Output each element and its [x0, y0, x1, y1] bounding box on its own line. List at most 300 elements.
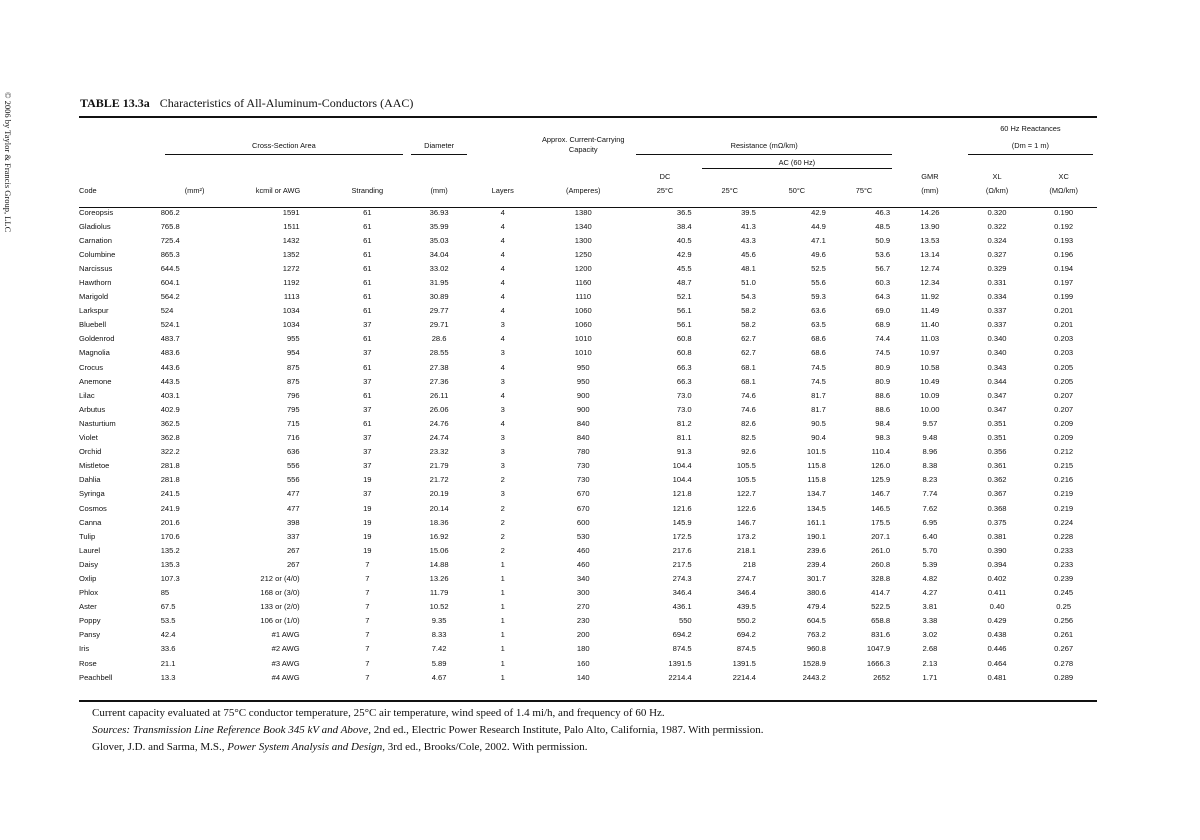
table-row	[79, 233, 1097, 247]
cell-dc-25c: 60.8	[676, 334, 692, 344]
cell-current: 900	[576, 390, 590, 400]
cell-current: 1160	[575, 278, 592, 288]
cell-layers: 3	[500, 447, 505, 457]
cell-kcmil-awg: 1432	[282, 235, 300, 245]
cell-diameter: 24.76	[429, 418, 449, 428]
cell-diameter: 35.03	[429, 235, 449, 245]
cell-area-mm2: 765.8	[160, 221, 180, 231]
cell-stranding: 7	[365, 559, 370, 569]
table-row	[79, 557, 1097, 571]
reactances-header-line2: (Dm = 1 m)	[964, 135, 1097, 155]
cell-ac-75c: 60.3	[875, 278, 891, 288]
cell-ac-50c: 380.6	[806, 588, 826, 598]
cell-gmr: 7.74	[922, 489, 938, 499]
cell-gmr: 8.23	[922, 475, 938, 485]
cell-layers: 1	[500, 588, 505, 598]
cell-kcmil-awg: #3 AWG	[271, 658, 300, 668]
cell-gmr: 11.49	[920, 306, 940, 316]
cell-xl: 0.351	[987, 433, 1007, 443]
cell-diameter: 29.71	[429, 320, 449, 330]
cell-area-mm2: 483.6	[160, 348, 180, 358]
cell-xc: 0.209	[1054, 418, 1074, 428]
cell-xc: 0.215	[1054, 461, 1074, 471]
cell-area-mm2: 362.8	[160, 433, 180, 443]
current-header: Approx. Current-Carrying Capacity	[541, 135, 625, 154]
cell-area-mm2: 67.5	[160, 602, 176, 612]
cell-diameter: 10.52	[429, 602, 449, 612]
cell-code: Laurel	[79, 545, 101, 555]
table-header	[79, 121, 1097, 205]
table-notes	[92, 705, 763, 756]
cell-layers: 3	[500, 320, 505, 330]
cell-stranding: 19	[363, 475, 372, 485]
cell-dc-25c: 48.7	[676, 278, 692, 288]
cell-current: 730	[576, 475, 590, 485]
cell-code: Dahlia	[79, 475, 101, 485]
cell-ac-75c: 146.5	[871, 503, 891, 513]
cell-diameter: 28.55	[429, 348, 449, 358]
cell-xl: 0.347	[987, 404, 1007, 414]
cell-current: 730	[576, 461, 590, 471]
cell-diameter: 11.79	[429, 588, 449, 598]
cell-ac-75c: 1047.9	[866, 644, 891, 654]
cell-gmr: 14.26	[920, 207, 940, 217]
cell-current: 670	[576, 489, 590, 499]
table-row	[79, 431, 1097, 445]
cell-ac-75c: 110.4	[871, 447, 891, 457]
cell-xc: 0.193	[1054, 235, 1074, 245]
cell-gmr: 13.14	[920, 249, 940, 259]
cell-ac-50c: 63.5	[811, 320, 826, 330]
cell-layers: 4	[500, 292, 505, 302]
cell-xc: 0.212	[1054, 447, 1074, 457]
cell-layers: 4	[500, 306, 505, 316]
cell-stranding: 37	[363, 376, 372, 386]
cell-area-mm2: 281.8	[160, 461, 180, 471]
cell-layers: 3	[500, 489, 505, 499]
cell-code: Carnation	[79, 235, 112, 245]
xl-unit-header: (Ω/km)	[985, 185, 1009, 195]
cell-diameter: 36.93	[429, 207, 449, 217]
cell-xl: 0.362	[987, 475, 1007, 485]
cell-gmr: 11.40	[920, 320, 940, 330]
cell-ac-25c: 92.6	[741, 447, 756, 457]
cell-stranding: 7	[365, 644, 370, 654]
cell-ac-50c: 90.5	[811, 418, 826, 428]
cell-ac-75c: 80.9	[875, 362, 891, 372]
cell-xc: 0.192	[1054, 221, 1074, 231]
cell-code: Syringa	[79, 489, 105, 499]
cell-gmr: 8.96	[922, 447, 938, 457]
cell-diameter: 27.36	[429, 376, 449, 386]
cell-xl: 0.402	[987, 573, 1007, 583]
cell-stranding: 19	[363, 531, 372, 541]
cell-ac-50c: 161.1	[806, 517, 826, 527]
cell-xl: 0.329	[987, 263, 1007, 273]
cell-dc-25c: 217.5	[672, 559, 692, 569]
top-rule	[79, 116, 1097, 118]
cell-diameter: 24.74	[429, 433, 449, 443]
cell-gmr: 4.82	[922, 573, 938, 583]
cell-diameter: 23.32	[429, 447, 449, 457]
cell-xc: 0.203	[1054, 348, 1074, 358]
table-body	[79, 205, 1097, 684]
gmr-unit-header: (mm)	[921, 185, 939, 195]
cell-dc-25c: 52.1	[676, 292, 692, 302]
cell-layers: 4	[500, 334, 505, 344]
table-row	[79, 388, 1097, 402]
cell-xc: 0.267	[1054, 644, 1074, 654]
cell-kcmil-awg: 954	[286, 348, 300, 358]
table-row	[79, 346, 1097, 360]
cell-layers: 2	[500, 475, 505, 485]
cell-current: 950	[576, 376, 590, 386]
cell-current: 1380	[574, 207, 592, 217]
cell-diameter: 20.14	[429, 503, 449, 513]
cell-stranding: 61	[363, 263, 372, 273]
cell-area-mm2: 107.3	[160, 573, 180, 583]
cell-stranding: 37	[363, 461, 372, 471]
cell-xl: 0.40	[989, 602, 1005, 612]
cell-layers: 1	[500, 658, 505, 668]
cell-diameter: 30.89	[429, 292, 449, 302]
cell-ac-25c: 550.2	[736, 616, 756, 626]
cell-dc-25c: 56.1	[676, 320, 692, 330]
cell-ac-75c: 88.6	[875, 404, 891, 414]
ac-header: AC (60 Hz)	[698, 155, 896, 169]
cell-dc-25c: 73.0	[676, 390, 692, 400]
cell-xl: 0.438	[987, 630, 1007, 640]
cell-area-mm2: 53.5	[160, 616, 176, 626]
cell-ac-25c: 68.1	[741, 362, 756, 372]
cell-gmr: 1.71	[922, 672, 938, 682]
cell-current: 180	[576, 644, 590, 654]
cell-gmr: 11.03	[920, 334, 940, 344]
cell-xl: 0.390	[987, 545, 1007, 555]
cell-ac-25c: 146.7	[736, 517, 756, 527]
cell-gmr: 12.74	[920, 263, 940, 273]
cell-area-mm2: 483.7	[160, 334, 180, 344]
cell-layers: 4	[500, 207, 505, 217]
cell-code: Goldenrod	[79, 334, 115, 344]
cell-ac-75c: 831.6	[871, 630, 891, 640]
cell-ac-25c: 45.6	[741, 249, 756, 259]
cell-current: 300	[576, 588, 590, 598]
cell-code: Peachbell	[79, 672, 113, 682]
cell-current: 840	[576, 418, 590, 428]
table-row	[79, 586, 1097, 600]
cell-ac-75c: 126.0	[871, 461, 891, 471]
cell-kcmil-awg: 212 or (4/0)	[260, 573, 300, 583]
cell-diameter: 4.67	[431, 672, 447, 682]
cell-xc: 0.207	[1054, 390, 1074, 400]
table-title-text: Characteristics of All-Aluminum-Conductors (AAC)	[159, 96, 414, 110]
cell-ac-25c: 74.6	[741, 390, 756, 400]
cell-xl: 0.322	[987, 221, 1007, 231]
resistance-header: Resistance (mΩ/km)	[632, 135, 896, 155]
cell-diameter: 29.77	[429, 306, 449, 316]
cell-ac-25c: 43.3	[741, 235, 756, 245]
stranding-header: Stranding	[351, 185, 384, 195]
cell-xl: 0.351	[987, 418, 1007, 428]
cell-area-mm2: 13.3	[160, 672, 176, 682]
cell-ac-75c: 2652	[873, 672, 891, 682]
cell-xl: 0.334	[987, 292, 1007, 302]
cell-diameter: 9.35	[431, 616, 447, 626]
cell-code: Oxlip	[79, 573, 97, 583]
cell-stranding: 19	[363, 545, 372, 555]
cell-area-mm2: 241.9	[160, 503, 180, 513]
cell-ac-50c: 301.7	[806, 573, 826, 583]
cell-current: 900	[576, 404, 590, 414]
cell-current: 460	[576, 559, 590, 569]
table-row	[79, 374, 1097, 388]
cell-kcmil-awg: 267	[286, 545, 300, 555]
cell-ac-25c: 346.4	[736, 588, 756, 598]
cell-area-mm2: 524.1	[160, 320, 180, 330]
cell-xc: 0.228	[1054, 531, 1074, 541]
cell-diameter: 21.79	[429, 461, 449, 471]
cell-gmr: 9.57	[922, 418, 938, 428]
cell-ac-50c: 960.8	[806, 644, 826, 654]
xc-header: XC	[1058, 171, 1069, 181]
cell-layers: 2	[500, 503, 505, 513]
cell-code: Phlox	[79, 588, 98, 598]
cell-stranding: 7	[365, 658, 370, 668]
cell-area-mm2: 644.5	[160, 263, 180, 273]
cell-code: Narcissus	[79, 263, 113, 273]
cell-xc: 0.233	[1054, 559, 1074, 569]
cell-ac-50c: 42.9	[811, 207, 826, 217]
cell-gmr: 3.81	[922, 602, 938, 612]
table-row	[79, 247, 1097, 261]
cell-layers: 1	[500, 644, 505, 654]
cell-ac-75c: 53.6	[875, 249, 891, 259]
cell-dc-25c: 60.8	[676, 348, 692, 358]
cell-gmr: 10.49	[920, 376, 940, 386]
cell-current: 1060	[574, 320, 592, 330]
cell-stranding: 7	[365, 573, 370, 583]
cell-kcmil-awg: 1192	[283, 278, 300, 288]
cell-stranding: 7	[365, 602, 370, 612]
cell-code: Marigold	[79, 292, 109, 302]
cell-ac-25c: 82.6	[741, 418, 756, 428]
cell-ac-50c: 115.8	[807, 461, 826, 471]
cell-ac-50c: 74.5	[811, 362, 826, 372]
cell-stranding: 37	[363, 447, 372, 457]
cell-kcmil-awg: 716	[286, 433, 300, 443]
cell-dc-25c: 274.3	[672, 573, 692, 583]
cell-gmr: 4.27	[922, 588, 938, 598]
cell-gmr: 10.97	[920, 348, 940, 358]
cell-ac-75c: 328.8	[871, 573, 891, 583]
cell-dc-25c: 874.5	[672, 644, 692, 654]
ac50-header: 50°C	[788, 185, 806, 195]
cell-kcmil-awg: 477	[286, 503, 300, 513]
cell-ac-25c: 62.7	[741, 334, 756, 344]
table-row	[79, 219, 1097, 233]
cell-area-mm2: 402.9	[160, 404, 180, 414]
cell-ac-75c: 658.8	[871, 616, 891, 626]
cell-ac-75c: 50.9	[875, 235, 891, 245]
table-row	[79, 473, 1097, 487]
cell-stranding: 7	[365, 672, 370, 682]
cell-current: 1250	[574, 249, 592, 259]
cell-xc: 0.203	[1054, 334, 1074, 344]
cell-gmr: 11.92	[920, 292, 940, 302]
cell-gmr: 3.02	[922, 630, 938, 640]
note-current-capacity: Current capacity evaluated at 75°C conductor temperature, 25°C air temperature, wind speed of 1.4 mi/h, and frequency of 60 Hz.	[92, 707, 665, 719]
cell-kcmil-awg: 556	[286, 475, 300, 485]
cell-dc-25c: 550	[678, 616, 692, 626]
table-label: TABLE 13.3a	[80, 96, 150, 110]
cell-current: 270	[576, 602, 590, 612]
cell-ac-75c: 46.3	[875, 207, 891, 217]
cell-dc-25c: 81.1	[676, 433, 692, 443]
cell-dc-25c: 104.4	[672, 461, 692, 471]
cell-ac-25c: 218.1	[736, 545, 756, 555]
table-row	[79, 642, 1097, 656]
cell-xc: 0.216	[1054, 475, 1074, 485]
cell-ac-25c: 82.5	[741, 433, 756, 443]
cell-dc-25c: 346.4	[672, 588, 692, 598]
cell-dc-25c: 42.9	[676, 249, 692, 259]
cell-kcmil-awg: #2 AWG	[271, 644, 300, 654]
cell-ac-75c: 74.5	[875, 348, 891, 358]
cell-gmr: 6.40	[922, 531, 938, 541]
cell-stranding: 61	[363, 390, 372, 400]
cell-xc: 0.201	[1054, 306, 1074, 316]
cell-diameter: 21.72	[429, 475, 449, 485]
table-row	[79, 416, 1097, 430]
table-row	[79, 261, 1097, 275]
table-row	[79, 571, 1097, 585]
cell-ac-25c: 58.2	[741, 320, 756, 330]
cell-xc: 0.219	[1054, 503, 1074, 513]
cell-xl: 0.327	[987, 249, 1007, 259]
cell-xl: 0.381	[987, 531, 1007, 541]
cell-layers: 4	[500, 235, 505, 245]
cell-kcmil-awg: 1511	[283, 221, 300, 231]
cell-ac-50c: 68.6	[811, 348, 826, 358]
cell-gmr: 10.00	[920, 404, 940, 414]
cell-diameter: 15.06	[429, 545, 449, 555]
cell-code: Mistletoe	[79, 461, 110, 471]
cell-dc-25c: 45.5	[676, 263, 692, 273]
cell-gmr: 9.48	[922, 433, 938, 443]
cell-ac-25c: 105.5	[736, 475, 756, 485]
cell-code: Lilac	[79, 390, 95, 400]
cell-gmr: 10.09	[920, 390, 940, 400]
cell-kcmil-awg: 556	[286, 461, 300, 471]
note-sources: Sources: Transmission Line Reference Book 345 kV and Above, 2nd ed., Electric Power Research Institute, Palo Alto, California, 1987. With permission.	[92, 724, 764, 736]
cell-xl: 0.481	[987, 672, 1007, 682]
table-row	[79, 515, 1097, 529]
cell-gmr: 2.68	[922, 644, 938, 654]
cell-xl: 0.429	[987, 616, 1007, 626]
table-row	[79, 670, 1097, 684]
cell-code: Violet	[79, 433, 98, 443]
cell-ac-50c: 239.6	[806, 545, 826, 555]
cell-kcmil-awg: #1 AWG	[271, 630, 300, 640]
cell-area-mm2: 322.2	[160, 447, 180, 457]
cell-diameter: 13.26	[429, 573, 449, 583]
code-header: Code	[79, 185, 97, 195]
cell-dc-25c: 56.1	[676, 306, 692, 316]
cell-xc: 0.201	[1054, 320, 1074, 330]
cell-xl: 0.347	[987, 390, 1007, 400]
cell-dc-25c: 145.9	[672, 517, 692, 527]
table-row	[79, 318, 1097, 332]
cell-gmr: 13.90	[920, 221, 940, 231]
cell-dc-25c: 121.6	[672, 503, 692, 513]
cell-xl: 0.324	[987, 235, 1007, 245]
cell-ac-75c: 522.5	[871, 602, 891, 612]
cell-kcmil-awg: 1272	[282, 263, 300, 273]
table-row	[79, 332, 1097, 346]
cell-current: 1200	[574, 263, 592, 273]
cell-diameter: 5.89	[431, 658, 447, 668]
cell-ac-25c: 173.2	[736, 531, 756, 541]
cell-kcmil-awg: 636	[286, 447, 300, 457]
cell-layers: 3	[500, 461, 505, 471]
dc25-header: 25°C	[656, 185, 674, 195]
cell-diameter: 33.02	[429, 263, 449, 273]
cell-xc: 0.245	[1054, 588, 1074, 598]
xl-header: XL	[992, 171, 1002, 181]
cell-xc: 0.194	[1054, 263, 1074, 273]
cell-stranding: 61	[363, 292, 372, 302]
cell-stranding: 19	[363, 517, 372, 527]
cell-area-mm2: 564.2	[160, 292, 180, 302]
cell-xl: 0.331	[987, 278, 1007, 288]
cell-ac-25c: 122.7	[736, 489, 756, 499]
cell-current: 200	[576, 630, 590, 640]
cell-xc: 0.209	[1054, 433, 1074, 443]
cell-layers: 3	[500, 348, 505, 358]
cell-ac-25c: 48.1	[741, 263, 756, 273]
cell-ac-75c: 261.0	[871, 545, 891, 555]
cell-area-mm2: 443.6	[160, 362, 180, 372]
cell-code: Pansy	[79, 630, 101, 640]
cell-stranding: 61	[363, 221, 372, 231]
cell-xc: 0.25	[1056, 602, 1072, 612]
cell-gmr: 12.34	[920, 278, 940, 288]
cell-dc-25c: 66.3	[676, 376, 692, 386]
cell-current: 1300	[574, 235, 592, 245]
cell-xl: 0.375	[987, 517, 1007, 527]
cell-area-mm2: 85	[160, 588, 170, 598]
cell-xc: 0.239	[1054, 573, 1074, 583]
cell-diameter: 7.42	[431, 644, 447, 654]
cell-ac-50c: 52.5	[811, 263, 826, 273]
cell-ac-75c: 414.7	[871, 588, 891, 598]
cell-ac-75c: 68.9	[875, 320, 891, 330]
cell-ac-50c: 134.5	[806, 503, 826, 513]
cell-ac-25c: 874.5	[736, 644, 756, 654]
conductor-table	[79, 121, 1097, 684]
cell-xl: 0.361	[987, 461, 1007, 471]
cell-diameter: 27.38	[429, 362, 449, 372]
table-row	[79, 543, 1097, 557]
cell-dc-25c: 81.2	[676, 418, 692, 428]
cell-layers: 1	[500, 672, 505, 682]
cell-ac-50c: 55.6	[811, 278, 826, 288]
cell-stranding: 61	[363, 235, 372, 245]
cell-current: 340	[576, 573, 590, 583]
cell-dc-25c: 66.3	[676, 362, 692, 372]
cell-code: Cosmos	[79, 503, 107, 513]
